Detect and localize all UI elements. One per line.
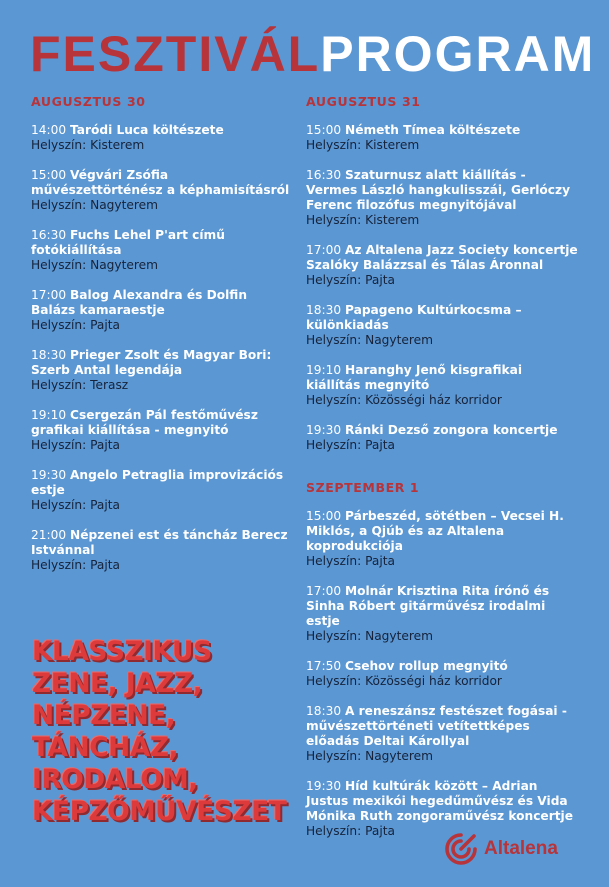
event-title: Csehov rollup megnyitó xyxy=(345,659,508,673)
event-title: Népzenei est és táncház Berecz Istvánnal xyxy=(31,528,288,557)
event-location: Helyszín: Pajta xyxy=(306,554,396,568)
promo-line: IRODALOM, xyxy=(32,764,198,795)
event-location: Helyszín: Közösségi ház korridor xyxy=(306,393,502,407)
event-time: 14:00 xyxy=(31,123,67,137)
day-heading: AUGUSZTUS 30 xyxy=(31,94,146,109)
event-item xyxy=(31,408,291,453)
event-item xyxy=(31,123,291,153)
event-time: 17:50 xyxy=(306,659,342,673)
event-time: 18:30 xyxy=(306,704,342,718)
event-item xyxy=(31,468,291,513)
event-item xyxy=(31,228,291,273)
event-location: Helyszín: Közösségi ház korridor xyxy=(306,674,502,688)
event-title: Balog Alexandra és Dolfin Balázs kamaraestje xyxy=(31,288,248,317)
event-time: 17:00 xyxy=(31,288,67,302)
promo-line: NÉPZENE, xyxy=(32,700,176,731)
altalena-logo-text: Altalena xyxy=(484,838,558,859)
event-item xyxy=(31,348,291,393)
event-location: Helyszín: Nagyterem xyxy=(306,333,434,347)
event-title: Papageno Kultúrkocsma – különkiadás xyxy=(306,303,522,332)
festival-program-title xyxy=(30,26,595,82)
event-title: Szaturnusz alatt kiállítás - Vermes László hangkulisszái, Gerlóczy Ferenc filozófus megnyitójával xyxy=(306,168,571,212)
program-column-left xyxy=(31,94,291,588)
event-location: Helyszín: Pajta xyxy=(31,438,121,452)
event-location: Helyszín: Pajta xyxy=(306,438,396,452)
event-item xyxy=(306,779,578,839)
event-title: Fuchs Lehel P'art című fotókiállítása xyxy=(31,228,225,257)
title-program: PROGRAM xyxy=(320,26,596,82)
promo-line: ZENE, JAZZ, xyxy=(32,668,203,699)
altalena-logo-icon xyxy=(444,832,478,866)
event-item xyxy=(306,123,578,153)
event-time: 19:10 xyxy=(31,408,67,422)
event-item xyxy=(31,528,291,573)
event-item xyxy=(306,303,578,348)
event-location: Helyszín: Pajta xyxy=(31,318,121,332)
day-spacer xyxy=(306,468,578,480)
program-column-right xyxy=(306,94,578,854)
event-location: Helyszín: Pajta xyxy=(306,824,396,838)
event-time: 16:30 xyxy=(306,168,342,182)
event-title: Prieger Zsolt és Magyar Bori: Szerb Antal legendája xyxy=(31,348,272,377)
event-title: Angelo Petraglia improvizációs estje xyxy=(31,468,284,497)
event-time: 18:30 xyxy=(31,348,67,362)
event-item xyxy=(31,288,291,333)
event-location: Helyszín: Terasz xyxy=(31,378,129,392)
event-time: 16:30 xyxy=(31,228,67,242)
event-item xyxy=(306,168,578,228)
event-location: Helyszín: Pajta xyxy=(31,558,121,572)
genre-promo-text xyxy=(32,636,312,828)
event-item xyxy=(306,704,578,764)
event-item xyxy=(31,168,291,213)
event-time: 17:00 xyxy=(306,243,342,257)
promo-line: KÉPZŐMŰVÉSZET xyxy=(32,796,287,827)
event-item xyxy=(306,509,578,569)
event-location: Helyszín: Pajta xyxy=(31,498,121,512)
event-time: 21:00 xyxy=(31,528,67,542)
event-location: Helyszín: Nagyterem xyxy=(31,258,159,272)
altalena-logo xyxy=(444,832,558,866)
event-title: Párbeszéd, sötétben – Vecsei H. Miklós, a Qjúb és az Altalena koprodukciója xyxy=(306,509,564,553)
event-title: Végvári Zsófia művészettörténész a képhamisításról xyxy=(31,168,290,197)
event-title: Molnár Krisztina Rita írónő és Sinha Róbert gitárművész irodalmi estje xyxy=(306,584,550,628)
event-title: Taródi Luca költészete xyxy=(70,123,224,137)
event-item xyxy=(306,659,578,689)
event-time: 15:00 xyxy=(306,509,342,523)
event-location: Helyszín: Kisterem xyxy=(31,138,145,152)
day-heading: AUGUSZTUS 31 xyxy=(306,94,421,109)
event-time: 19:30 xyxy=(306,423,342,437)
event-time: 15:00 xyxy=(31,168,67,182)
event-time: 19:30 xyxy=(306,779,342,793)
event-location: Helyszín: Nagyterem xyxy=(306,749,434,763)
event-time: 15:00 xyxy=(306,123,342,137)
event-time: 19:30 xyxy=(31,468,67,482)
event-location: Helyszín: Nagyterem xyxy=(306,629,434,643)
event-item xyxy=(306,363,578,408)
event-title: Haranghy Jenő kisgrafikai kiállítás megnyitó xyxy=(306,363,523,392)
event-title: Híd kultúrák között – Adrian Justus mexikói hegedűművész és Vida Mónika Ruth zongoraművész koncertje xyxy=(306,779,573,823)
promo-line: KLASSZIKUS xyxy=(32,636,212,667)
event-time: 17:00 xyxy=(306,584,342,598)
promo-line: TÁNCHÁZ, xyxy=(32,732,179,763)
event-location: Helyszín: Pajta xyxy=(306,273,396,287)
day-heading: SZEPTEMBER 1 xyxy=(306,480,420,495)
event-time: 18:30 xyxy=(306,303,342,317)
event-location: Helyszín: Kisterem xyxy=(306,213,420,227)
event-location: Helyszín: Nagyterem xyxy=(31,198,159,212)
event-item xyxy=(306,243,578,288)
event-item xyxy=(306,423,578,453)
event-title: Csergezán Pál festőművész grafikai kiállítása - megnyitó xyxy=(31,408,258,437)
event-title: Németh Tímea költészete xyxy=(345,123,521,137)
title-festival: FESZTIVÁL xyxy=(30,26,321,82)
event-title: Ránki Dezső zongora koncertje xyxy=(345,423,558,437)
event-time: 19:10 xyxy=(306,363,342,377)
event-item xyxy=(306,584,578,644)
event-title: A reneszánsz festészet fogásai - művészettörténeti vetítettképes előadás Deltai Károllyal xyxy=(306,704,567,748)
event-location: Helyszín: Kisterem xyxy=(306,138,420,152)
event-title: Az Altalena Jazz Society koncertje Szalóky Balázzsal és Tálas Áronnal xyxy=(306,243,578,272)
